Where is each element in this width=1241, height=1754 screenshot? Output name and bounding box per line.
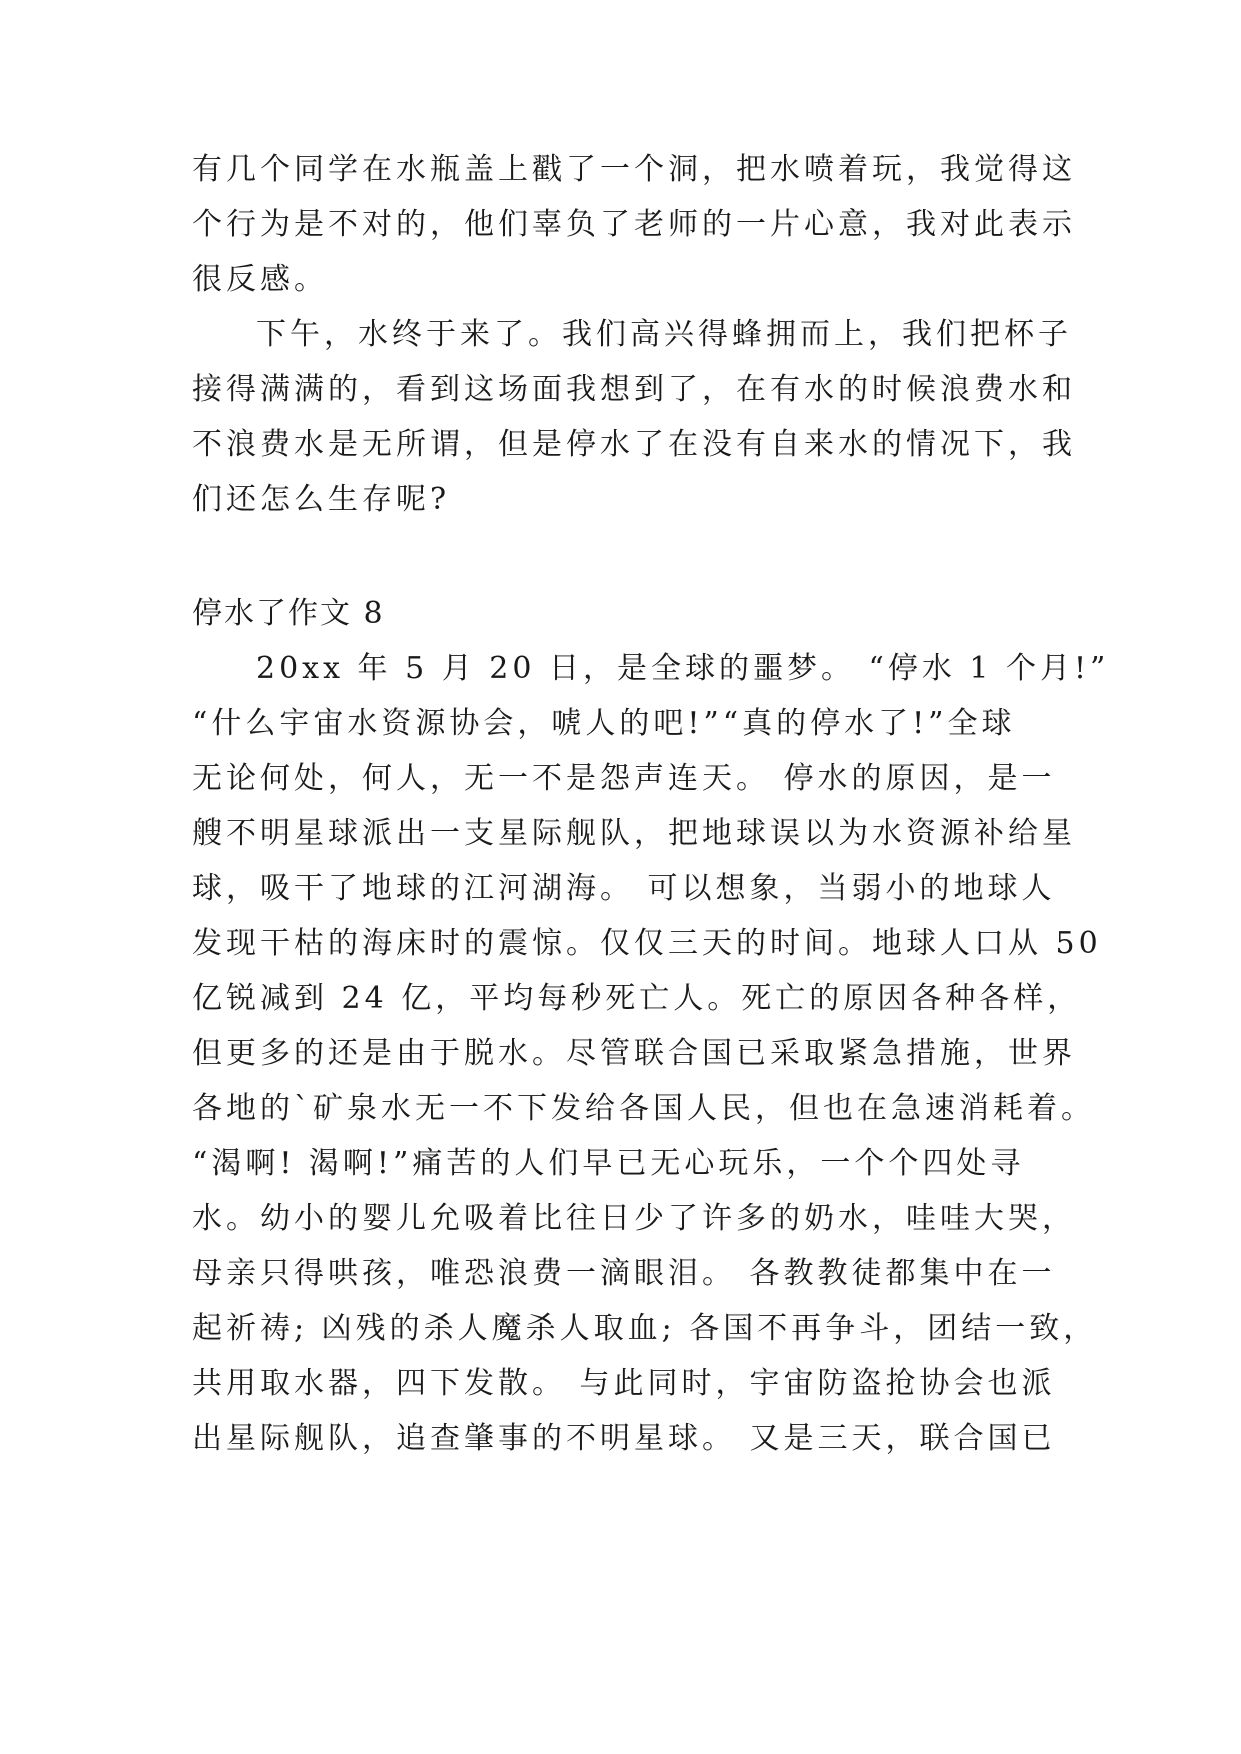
paragraph-line: 个行为是不对的，他们辜负了老师的一片心意，我对此表示: [192, 207, 1076, 242]
paragraph-line: 起祈祷; 凶残的杀人魔杀人取血; 各国不再争斗，团结一致，: [192, 1311, 1098, 1346]
paragraph-line: 20xx 年 5 月 20 日，是全球的噩梦。 “停水 1 个月!”: [256, 651, 1110, 686]
paragraph-line: 母亲只得哄孩，唯恐浪费一滴眼泪。 各教教徒都集中在一: [192, 1256, 1056, 1291]
paragraph-line: 各地的`矿泉水无一不下发给各国人民，但也在急速消耗着。: [192, 1091, 1095, 1126]
paragraph-line: 球，吸干了地球的江河湖海。 可以想象，当弱小的地球人: [192, 871, 1056, 906]
paragraph-line: 亿锐减到 24 亿，平均每秒死亡人。死亡的原因各种各样，: [192, 981, 1082, 1016]
paragraph-line: 共用取水器，四下发散。 与此同时，宇宙防盗抢协会也派: [192, 1366, 1056, 1401]
paragraph-line: 出星际舰队，追查肇事的不明星球。 又是三天，联合国已: [192, 1421, 1056, 1456]
paragraph-line: 很反感。: [192, 262, 328, 297]
paragraph-line: 但更多的还是由于脱水。尽管联合国已采取紧急措施，世界: [192, 1036, 1076, 1071]
essay-heading: 停水了作文 8: [192, 596, 385, 631]
paragraph-line: 有几个同学在水瓶盖上戳了一个洞，把水喷着玩，我觉得这: [192, 152, 1076, 187]
paragraph-line: “什么宇宙水资源协会，唬人的吧!”“真的停水了!”全球: [192, 706, 1016, 741]
paragraph-line: 发现干枯的海床时的震惊。仅仅三天的时间。地球人口从 50: [192, 926, 1102, 961]
paragraph-line: 接得满满的，看到这场面我想到了，在有水的时候浪费水和: [192, 372, 1076, 407]
paragraph-line: 不浪费水是无所谓，但是停水了在没有自来水的情况下，我: [192, 427, 1076, 462]
paragraph-line: 们还怎么生存呢?: [192, 482, 451, 517]
paragraph-line: 水。幼小的婴儿允吸着比往日少了许多的奶水，哇哇大哭，: [192, 1201, 1076, 1236]
paragraph-line: 下午，水终于来了。我们高兴得蜂拥而上，我们把杯子: [256, 317, 1072, 352]
paragraph-line: 无论何处，何人，无一不是怨声连天。 停水的原因，是一: [192, 761, 1056, 796]
paragraph-line: 艘不明星球派出一支星际舰队，把地球误以为水资源补给星: [192, 816, 1076, 851]
paragraph-line: “渴啊! 渴啊!”痛苦的人们早已无心玩乐，一个个四处寻: [192, 1146, 1025, 1181]
